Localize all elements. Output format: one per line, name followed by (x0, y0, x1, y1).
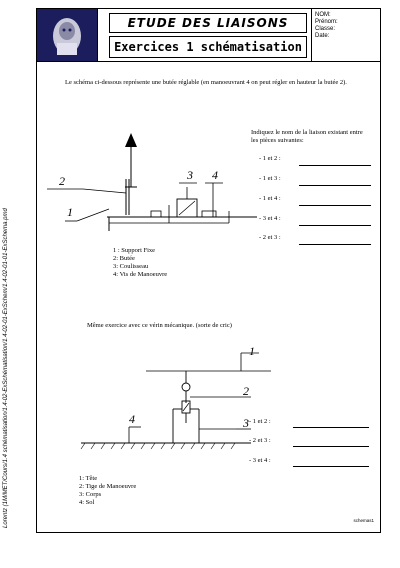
field-date: Date: (315, 33, 330, 39)
legend-item: 2: Tige de Manoeuvre (79, 483, 137, 490)
exercise1-intro: Le schéma ci-dessous représente une butée réglable (en manoeuvrant 4 on peut régler en hauteur la butée 2). (65, 79, 347, 86)
ex1-answer-line[interactable] (299, 225, 371, 226)
exercise1-question: Indiquez le nom de la liaison existant entre les pièces suivantes: (251, 129, 363, 144)
ex1-pair-1-3: - 1 et 3 : (259, 175, 281, 182)
ex1-answer-line[interactable] (299, 244, 371, 245)
field-name: NOM: (315, 12, 331, 18)
ex2-answer-line[interactable] (293, 446, 369, 447)
ex1-answer-line[interactable] (299, 205, 371, 206)
diagram2-label-2: 2 (243, 384, 249, 398)
diagram1-label-4: 4 (212, 168, 218, 182)
legend-item: 2: Butée (113, 255, 135, 262)
worksheet-page (36, 8, 381, 533)
ex1-pair-2-3: - 2 et 3 : (259, 234, 281, 241)
ex1-pair-3-4: - 3 et 4 : (259, 215, 281, 222)
worksheet-title: ETUDE DES LIAISONS (109, 13, 307, 33)
legend-item: 3: Coulisseau (113, 263, 149, 270)
ex2-answer-line[interactable] (293, 427, 369, 428)
verin-diagram (81, 343, 255, 453)
ex2-answer-line[interactable] (293, 466, 369, 467)
field-firstname: Prénom: (315, 19, 338, 25)
ex2-pair-1-2: - 1 et 2 : (249, 418, 271, 425)
legend-item: 4: Vis de Manoeuvre (113, 271, 168, 278)
legend-item: 3: Corps (79, 491, 102, 498)
exercise1-legend (113, 247, 167, 279)
diagram2-label-4: 4 (129, 412, 135, 426)
diagram1-label-2: 2 (59, 174, 65, 188)
file-path-margin: Lorentz (1M/MET/Cours/1.4 schématisation/1.4-02-ExSchématisation/1.4-02-01-ExSchem/1.4-02-01-01-ExSchema.pmd (3, 208, 9, 528)
diagram1-label-1: 1 (67, 205, 73, 219)
diagram2-label-1: 1 (249, 344, 255, 358)
ex1-pair-1-2: - 1 et 2 : (259, 155, 281, 162)
ex1-answer-line[interactable] (299, 165, 371, 166)
diagram1-label-3: 3 (187, 168, 193, 182)
ex1-answer-line[interactable] (299, 185, 371, 186)
exercise2-legend (79, 475, 136, 507)
butee-diagram (47, 127, 257, 237)
worksheet-subtitle: Exercices 1 schématisation (109, 36, 307, 58)
diagram2-label-3: 3 (243, 416, 249, 430)
legend-item: 1 : Support Fixe (113, 247, 156, 254)
ex2-pair-3-4: - 3 et 4 : (249, 457, 271, 464)
header (37, 9, 380, 62)
ex1-pair-1-4: - 1 et 4 : (259, 195, 281, 202)
field-class: Classe: (315, 26, 336, 32)
legend-item: 1: Tête (79, 475, 98, 482)
student-id-box (311, 9, 382, 61)
legend-item: 4: Sol (79, 499, 95, 506)
exercise2-intro: Même exercice avec ce vérin mécanique. (sorte de cric) (87, 322, 232, 329)
ex2-pair-2-3: - 2 et 3 : (249, 437, 271, 444)
footer-ref: schemas1 (353, 518, 374, 523)
school-logo (37, 9, 98, 61)
